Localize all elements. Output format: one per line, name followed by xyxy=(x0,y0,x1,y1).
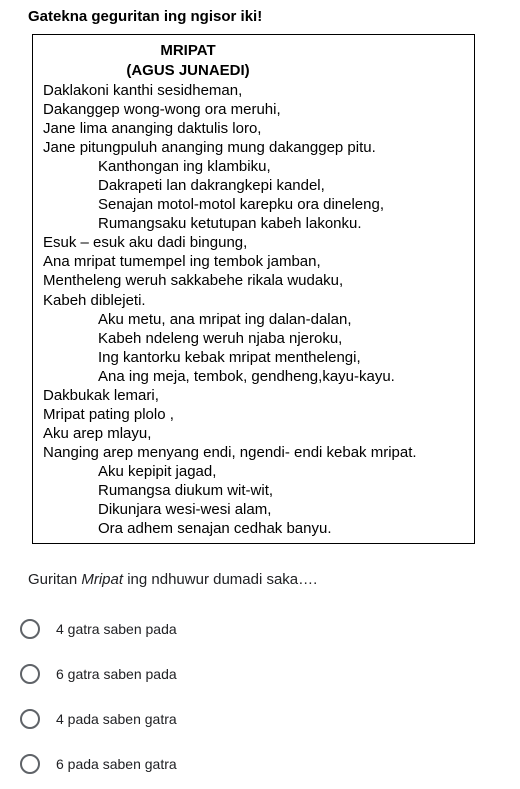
poem-line: Rumangsa diukum wit-wit, xyxy=(98,481,274,499)
poem-line: Mripat pating plolo , xyxy=(43,405,174,423)
question-prefix: Guritan xyxy=(28,571,82,588)
poem-box xyxy=(32,34,475,544)
poem-line: Jane pitungpuluh ananging mung dakanggep pitu. xyxy=(43,139,376,157)
poem-line: Ora adhem senajan cedhak banyu. xyxy=(98,520,332,538)
radio-button-icon[interactable] xyxy=(20,619,40,639)
answer-option[interactable] xyxy=(20,651,177,696)
answer-option[interactable] xyxy=(20,741,177,786)
poem-line: Kabeh diblejeti. xyxy=(43,291,146,309)
answer-option-label: 4 pada saben gatra xyxy=(56,710,177,727)
answer-options xyxy=(20,606,177,786)
answer-option-label: 6 gatra saben pada xyxy=(56,665,177,682)
question-text xyxy=(28,570,317,590)
poem-line: Kabeh ndeleng weruh njaba njeroku, xyxy=(98,329,343,347)
poem-line: Dakrapeti lan dakrangkepi kandel, xyxy=(98,177,325,195)
radio-button-icon[interactable] xyxy=(20,754,40,774)
poem-line: Esuk – esuk aku dadi bingung, xyxy=(43,234,248,252)
poem-line: Aku arep mlayu, xyxy=(43,424,152,442)
question-suffix: ing ndhuwur dumadi saka…. xyxy=(123,571,318,588)
poem-line: Ana ing meja, tembok, gendheng,kayu-kayu. xyxy=(98,367,395,385)
poem-line: Senajan motol-motol karepku ora dineleng, xyxy=(98,196,385,214)
poem-line: Jane lima ananging daktulis loro, xyxy=(43,120,262,138)
poem-author: (AGUS JUNAEDI) xyxy=(126,62,250,79)
answer-option[interactable] xyxy=(20,606,177,651)
answer-option-label: 6 pada saben gatra xyxy=(56,755,177,772)
poem-line: Rumangsaku ketutupan kabeh lakonku. xyxy=(98,215,362,233)
poem-lines xyxy=(43,81,417,538)
instruction-text: Gatekna geguritan ing ngisor iki! xyxy=(28,8,263,25)
poem-line: Mentheleng weruh sakkabehe rikala wudaku, xyxy=(43,272,344,290)
poem-line: Ing kantorku kebak mripat menthelengi, xyxy=(98,348,361,366)
radio-button-icon[interactable] xyxy=(20,709,40,729)
poem-line: Ana mripat tumempel ing tembok jamban, xyxy=(43,253,321,271)
poem-title: MRIPAT xyxy=(160,42,216,59)
radio-button-icon[interactable] xyxy=(20,664,40,684)
poem-line: Dakanggep wong-wong ora meruhi, xyxy=(43,101,281,119)
poem-line: Aku metu, ana mripat ing dalan-dalan, xyxy=(98,310,352,328)
poem-line: Aku kepipit jagad, xyxy=(98,462,217,480)
answer-option[interactable] xyxy=(20,696,177,741)
poem-line: Nanging arep menyang endi, ngendi- endi kebak mripat. xyxy=(43,443,417,461)
poem-line: Dakbukak lemari, xyxy=(43,386,159,404)
poem-line: Daklakoni kanthi sesidheman, xyxy=(43,82,243,99)
poem-line: Kanthongan ing klambiku, xyxy=(98,158,271,176)
question-title-italic: Mripat xyxy=(81,571,124,588)
answer-option-label: 4 gatra saben pada xyxy=(56,620,177,637)
poem-line: Dikunjara wesi-wesi alam, xyxy=(98,501,272,519)
